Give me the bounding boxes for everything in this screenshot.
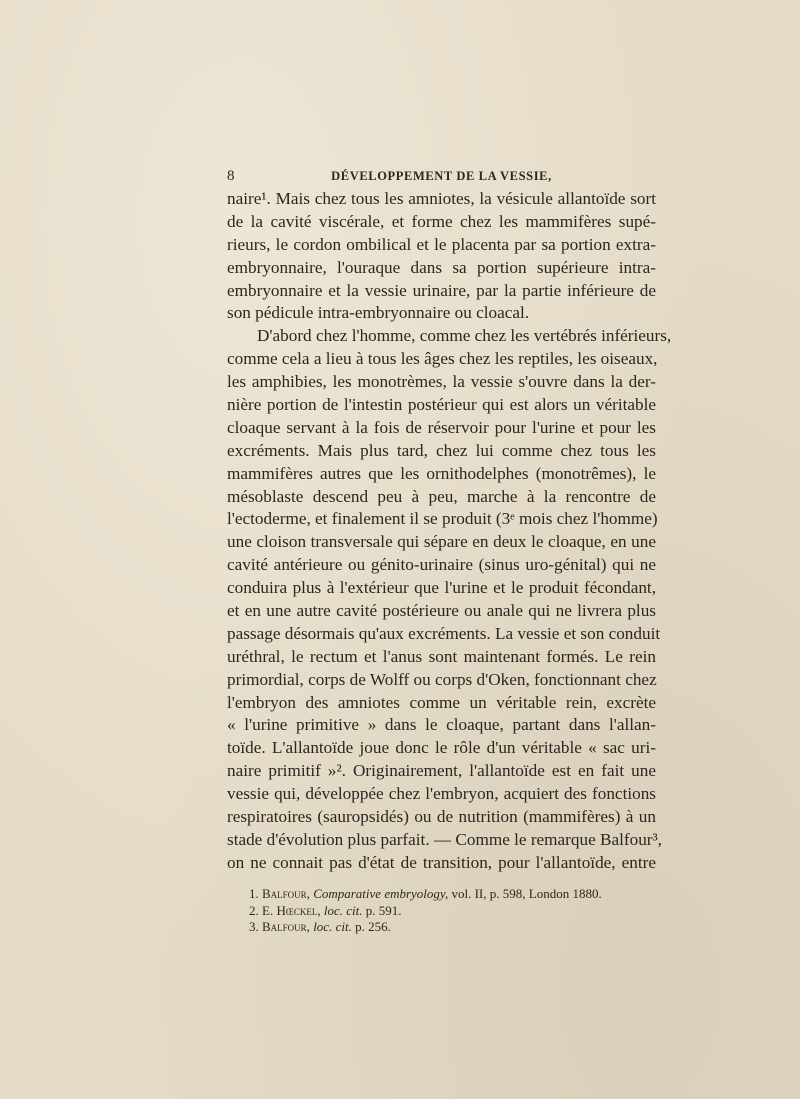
footnote-number: 1. [249, 886, 259, 901]
text-line: mammifères autres que les ornithodelphes (monotrêmes), le [227, 463, 656, 483]
text-line: uréthral, le rectum et l'anus sont maintenant formés. Le rein [227, 646, 656, 666]
text-line: toïde. L'allantoïde joue donc le rôle d'un véritable « sac uri- [227, 738, 656, 758]
text-line: comme cela a lieu à tous les âges chez les reptiles, les oiseaux, [227, 349, 658, 369]
footnote-rest: p. 591. [365, 902, 402, 918]
body-text [227, 188, 672, 875]
text-line: primordial, corps de Wolff ou corps d'Oken, fonctionnant chez [227, 669, 657, 689]
text-line: mésoblaste descend peu à peu, marche à la rencontre de [227, 486, 656, 506]
text-line: excréments. Mais plus tard, chez lui comme chez tous les [227, 440, 656, 460]
text-line: naire¹. Mais chez tous les amniotes, la vésicule allantoïde sort [227, 189, 656, 208]
text-line: et en une autre cavité postérieure ou anale qui ne livrera plus [227, 601, 656, 621]
footnote [227, 919, 656, 936]
text-line: on ne connait pas d'état de transition, pour l'allantoïde, entre [227, 852, 656, 872]
footnote-author: E. Hœckel, [262, 902, 321, 918]
text-line: nière portion de l'intestin postérieur qui est alors un véritable [227, 395, 656, 415]
footnote [227, 886, 656, 903]
footnote-author: Balfour, [262, 919, 310, 934]
text-line: de la cavité viscérale, et forme chez les mammifères supé- [227, 211, 656, 231]
footnote-title: loc. cit. [313, 919, 352, 934]
text-line: cavité antérieure ou génito-urinaire (sinus uro-génital) qui ne [227, 555, 656, 575]
text-line: D'abord chez l'homme, comme chez les vertébrés inférieurs, [257, 326, 672, 346]
footnote-rest: p. 256. [355, 919, 391, 934]
running-title: DÉVELOPPEMENT DE LA VESSIE, [331, 169, 552, 183]
footnote [227, 903, 656, 920]
page-number: 8 [227, 168, 235, 184]
footnote-number: 3. [249, 919, 259, 934]
text-line: vessie qui, développée chez l'embryon, acquiert des fonctions [227, 784, 656, 804]
footnote-author: Balfour, [262, 886, 310, 901]
text-line: respiratoires (sauropsidés) ou de nutrition (mammifères) à un [227, 807, 656, 827]
text-line: embryonnaire et la vessie urinaire, par la partie inférieure de [227, 280, 656, 300]
text-line: « l'urine primitive » dans le cloaque, partant dans l'allan- [227, 715, 656, 735]
text-line: l'embryon des amniotes comme un véritable rein, excrète [227, 692, 656, 712]
text-line: les amphibies, les monotrèmes, la vessie s'ouvre dans la der- [227, 372, 656, 392]
footnotes [227, 886, 656, 936]
text-line: cloaque servant à la fois de réservoir pour l'urine et pour les [227, 417, 656, 437]
footnote-number: 2. [249, 902, 259, 918]
text-line: passage désormais qu'aux excréments. La vessie et son conduit [227, 623, 661, 643]
text-line: une cloison transversale qui sépare en deux le cloaque, en une [227, 532, 656, 552]
footnote-rest: vol. II, p. 598, London 1880. [451, 886, 602, 901]
text-line: conduira plus à l'extérieur que l'urine et le produit fécondant, [227, 578, 656, 598]
text-line: son pédicule intra-embryonnaire ou cloacal. [227, 303, 530, 323]
footnote-title: loc. cit. [323, 902, 363, 918]
text-line: naire primitif »². Originairement, l'allantoïde est en fait une [227, 761, 656, 781]
text-line: l'ectoderme, et finalement il se produit (3ᵉ mois chez l'homme) [227, 509, 658, 529]
text-line: embryonnaire, l'ouraque dans sa portion supérieure intra- [227, 257, 656, 277]
page-header [227, 168, 656, 188]
text-line: stade d'évolution plus parfait. — Comme le remarque Balfour³, [227, 829, 662, 849]
footnote-title: Comparative embryology, [313, 886, 449, 901]
text-line: rieurs, le cordon ombilical et le placenta par sa portion extra- [227, 234, 656, 254]
